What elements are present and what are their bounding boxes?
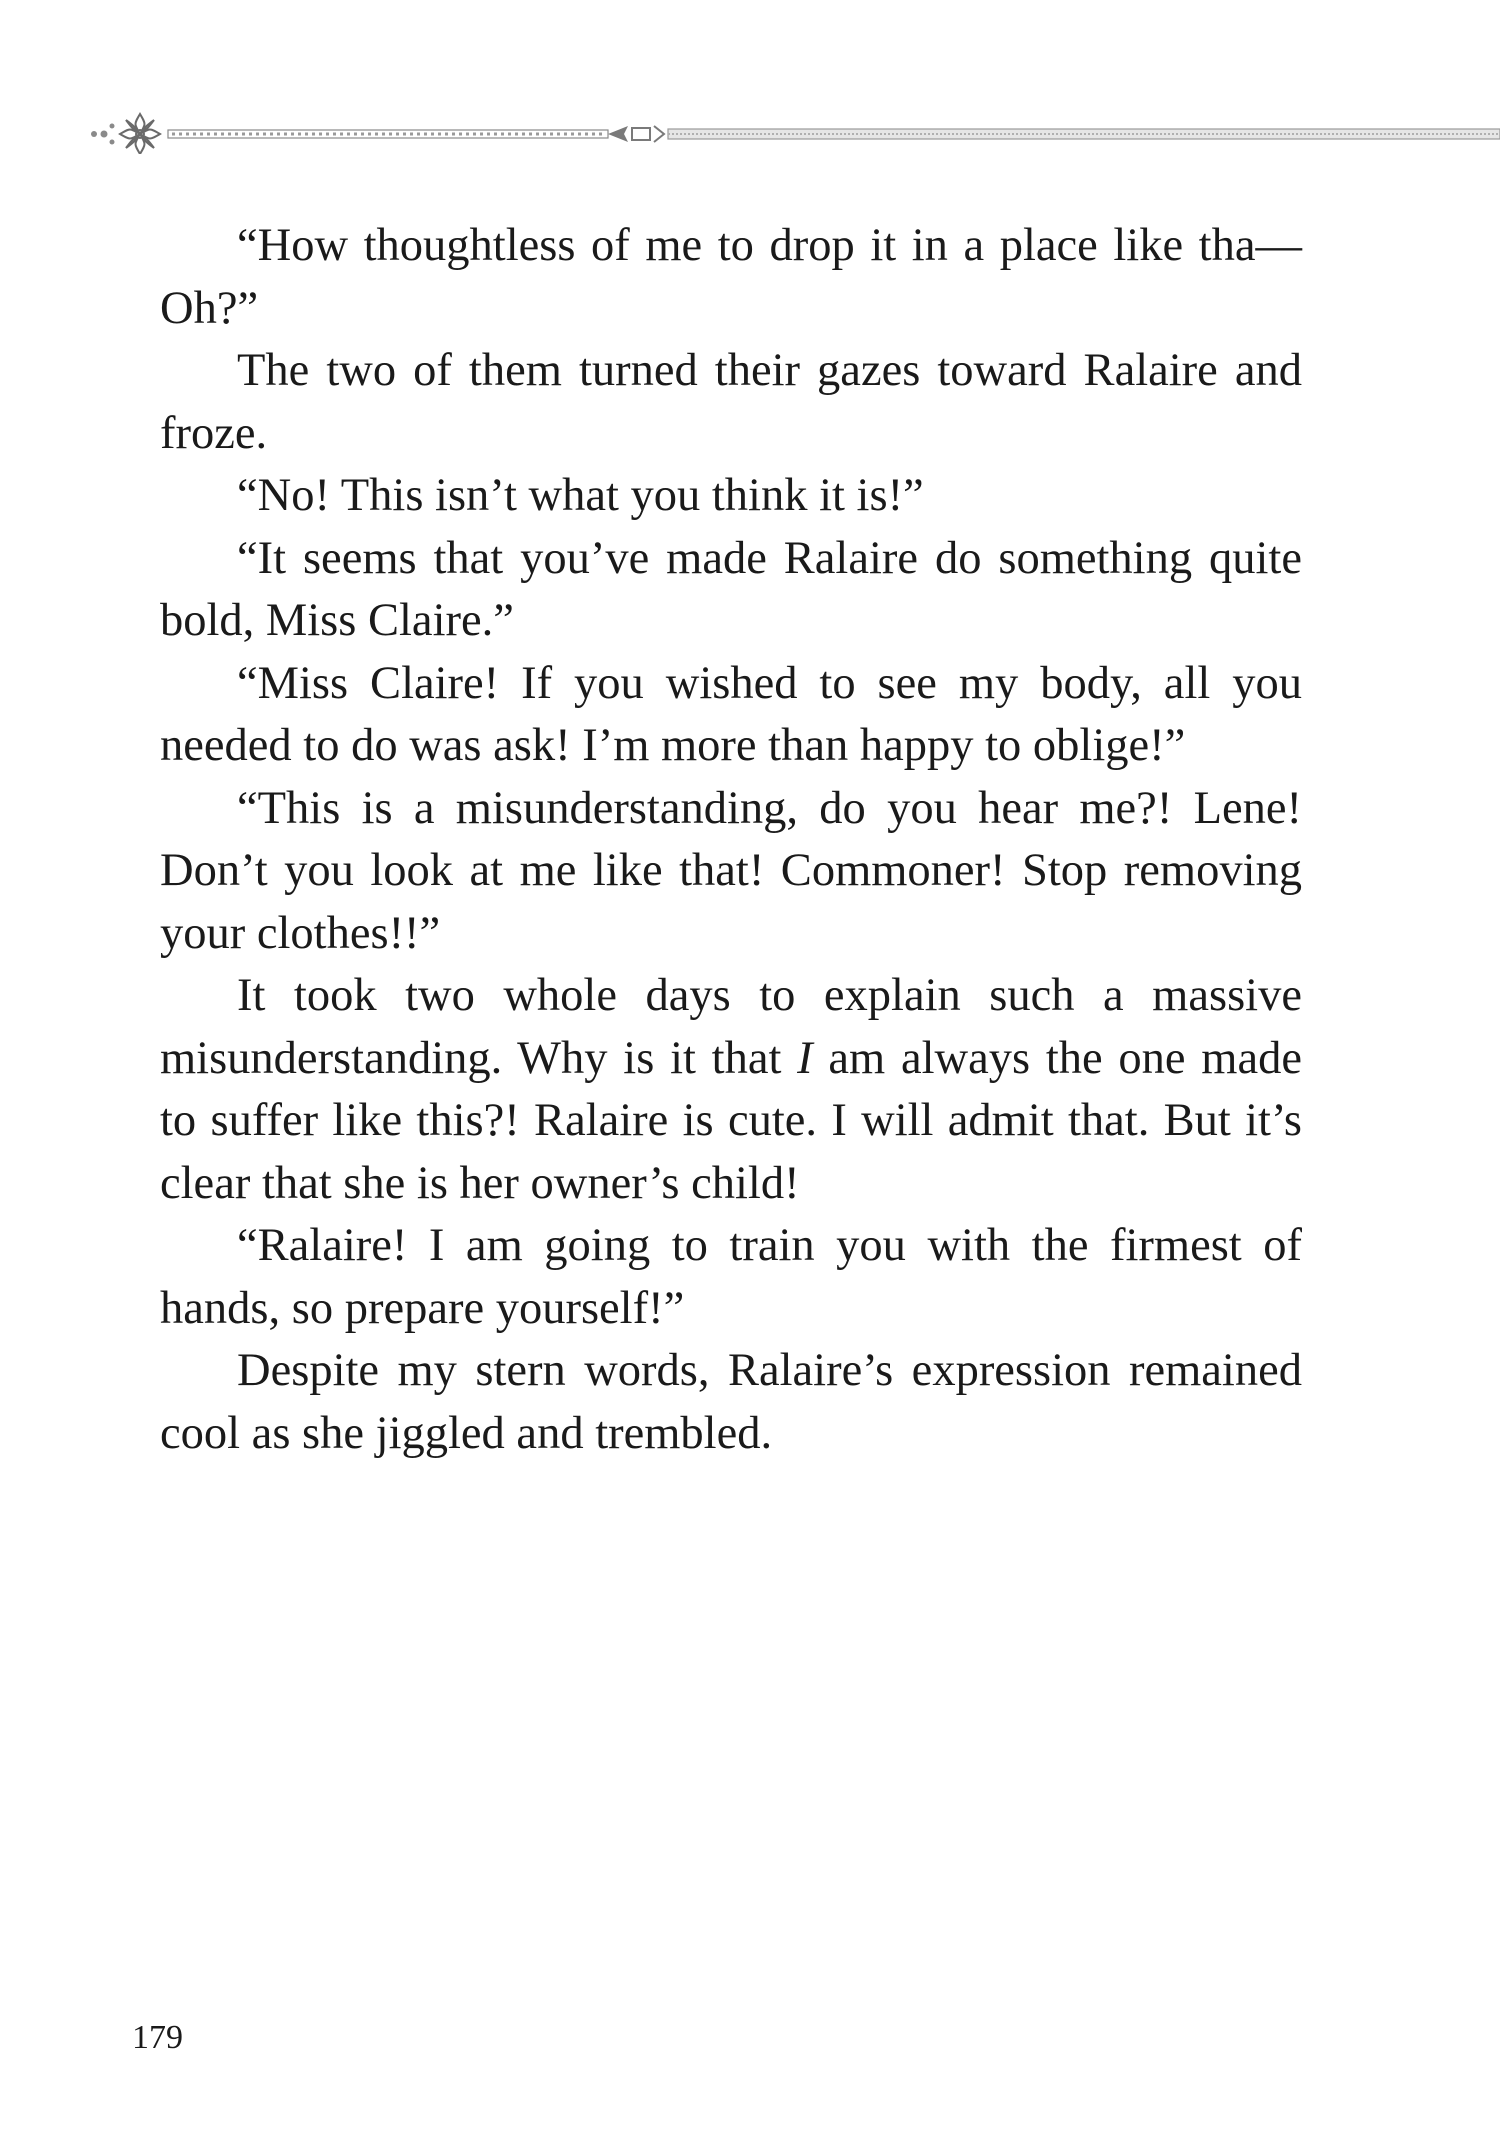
body-text <box>160 215 1302 1465</box>
flower-ornament-icon <box>88 110 1500 154</box>
paragraph: “It seems that you’ve made Ralaire do something quite bold, Miss Claire.” <box>160 532 1302 646</box>
paragraph: “Ralaire! I am going to train you with the firmest of hands, so prepare yourself!” <box>160 1220 1302 1334</box>
paragraph: Despite my stern words, Ralaire’s expression remained cool as she jiggled and trembled. <box>160 1345 1302 1459</box>
paragraph-text: It took two whole days to explain such a massive misunderstanding. Why is it that <box>160 970 1302 1084</box>
paragraph: “Miss Claire! If you wished to see my body, all you needed to do was ask! I’m more than happy to oblige!” <box>160 657 1302 771</box>
paragraph: “No! This isn’t what you think it is!” <box>237 470 924 521</box>
paragraph <box>160 965 1302 1215</box>
emphasis-text: I <box>797 1032 813 1084</box>
paragraph: “This is a misunderstanding, do you hear me?! Lene! Don’t you look at me like that! Commoner! Stop removing your clothes!!” <box>160 782 1302 959</box>
header-ornament <box>88 110 1500 154</box>
paragraph: “How thoughtless of me to drop it in a place like tha— Oh?” <box>160 220 1302 334</box>
page-number: 179 <box>132 2019 183 2056</box>
paragraph-text: am always the one made to suffer like this?! Ralaire is cute. I will admit that. But it’s clear that she is her owner’s child! <box>160 1032 1302 1209</box>
paragraph: The two of them turned their gazes toward Ralaire and froze. <box>160 345 1302 459</box>
